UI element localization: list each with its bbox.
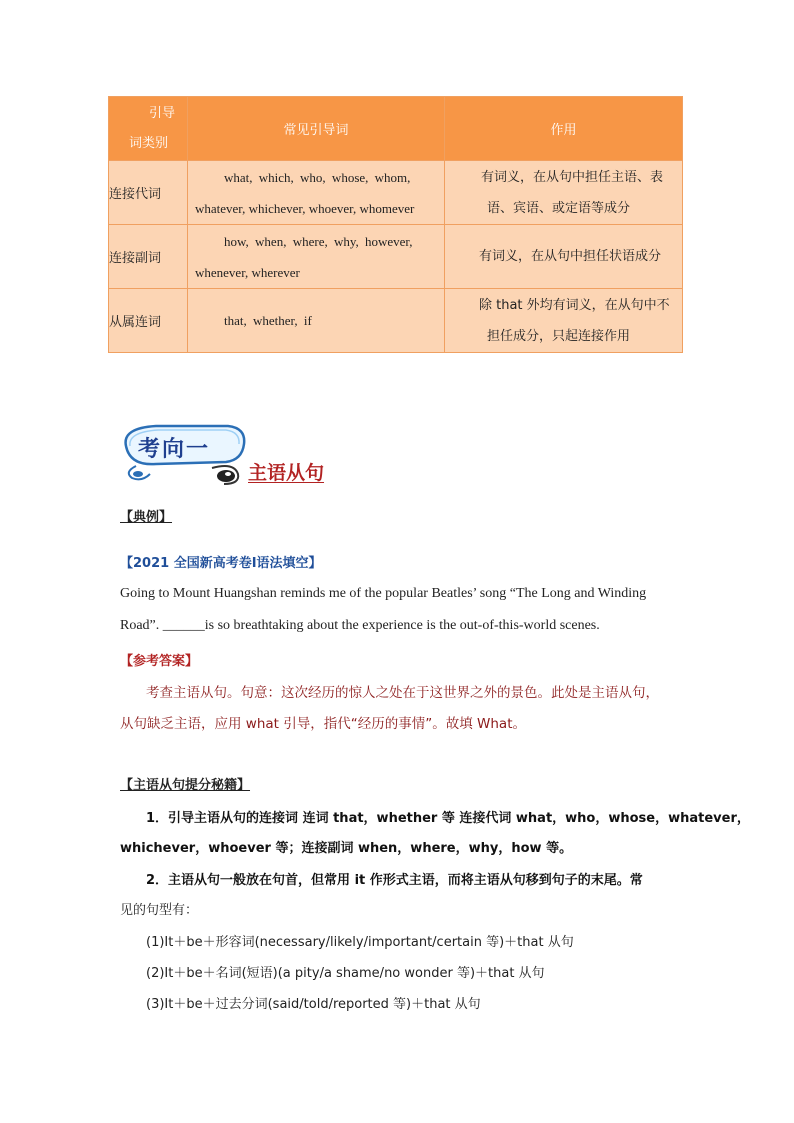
row-words: what, which, who, whose, whom, whatever, whichever, whoever, whomever: [188, 161, 445, 225]
row-function: 有词义，在从句中担任主语、表 语、宾语、或定语等成分: [445, 161, 683, 225]
header-function: 作用: [445, 97, 683, 161]
tips-item-2: (2)It＋be＋名词(短语)(a pity/a shame/no wonder 等)＋that 从句: [146, 966, 545, 981]
row-function: 除 that 外均有词义，在从句中不 担任成分，只起连接作用: [445, 289, 683, 353]
tips-p2-line1: 2．主语从句一般放在句首，但常用 it 作形式主语，而将主语从句移到句子的末尾。常: [146, 873, 643, 888]
tips-item-3: (3)It＋be＋过去分词(said/told/reported 等)＋that 从句: [146, 997, 481, 1012]
example-source: 【2021 全国新高考卷Ⅰ语法填空】: [120, 556, 322, 571]
table-row: [109, 289, 683, 353]
tips-p2-line2: 见的句型有：: [120, 903, 199, 918]
tips-p1-line2: whichever，whoever 等；连接副词 when，where，why，how 等。: [120, 841, 573, 856]
header-category: 引导 词类别: [109, 97, 188, 161]
row-category: 从属连词: [109, 289, 188, 353]
row-category: 连接代词: [109, 161, 188, 225]
example-line-1: Going to Mount Huangshan reminds me of the popular Beatles’ song “The Long and Winding: [120, 586, 647, 601]
section-title: 主语从句: [248, 462, 325, 484]
conjunction-table: [108, 96, 683, 353]
section-badge-text: 考向一: [138, 436, 211, 462]
table-row: [109, 161, 683, 225]
row-words: how, when, where, why, however, whenever, wherever: [188, 225, 445, 289]
answer-line-1: 考查主语从句。句意：这次经历的惊人之处在于这世界之外的景色。此处是主语从句，: [146, 685, 659, 701]
table-header-row: [109, 97, 683, 161]
row-words: that, whether, if: [188, 289, 445, 353]
tips-item-1: (1)It＋be＋形容词(necessary/likely/important/certain 等)＋that 从句: [146, 935, 574, 950]
tips-tag: 【主语从句提分秘籍】: [120, 778, 251, 793]
table-row: [109, 225, 683, 289]
answer-tag: 【参考答案】: [120, 654, 199, 669]
row-category: 连接副词: [109, 225, 188, 289]
answer-line-2: 从句缺乏主语，应用 what 引导，指代“经历的事情”。故填 What。: [120, 716, 526, 732]
row-function: 有词义，在从句中担任状语成分: [445, 225, 683, 289]
example-tag: 【典例】: [120, 510, 173, 525]
example-line-2: Road”. ______is so breathtaking about the experience is the out-of-this-world scenes.: [120, 618, 600, 633]
header-words: 常见引导词: [188, 97, 445, 161]
tips-p1-line1: 1．引导主语从句的连接词 连词 that，whether 等 连接代词 what，who，whose，whatever，: [146, 811, 750, 826]
